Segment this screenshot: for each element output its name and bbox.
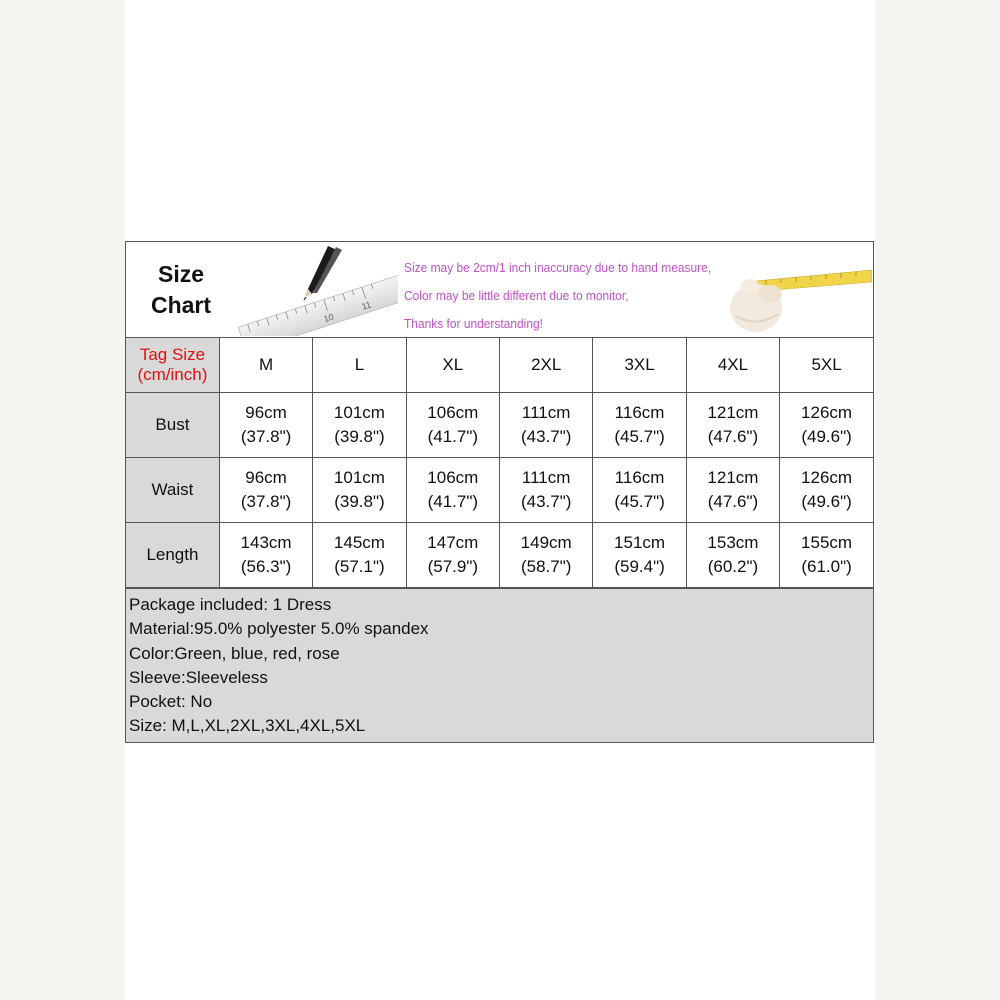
inch-value: (59.4") bbox=[614, 557, 665, 576]
cm-value: 151cm bbox=[614, 533, 666, 552]
inch-value: (39.8") bbox=[334, 427, 385, 446]
inch-value: (43.7") bbox=[520, 492, 572, 511]
cm-value: 101cm bbox=[333, 403, 385, 422]
inch-value: (60.2") bbox=[707, 557, 759, 576]
measurement-row-length bbox=[126, 523, 873, 588]
note-line-3: Thanks for understanding! bbox=[404, 316, 543, 331]
product-info-panel bbox=[126, 588, 873, 742]
inch-value: (41.7") bbox=[427, 492, 479, 511]
tag-size-line-1: Tag Size bbox=[139, 345, 206, 364]
cm-value: 111cm bbox=[521, 403, 571, 422]
measurement-row-waist bbox=[126, 458, 873, 523]
measurement-cell bbox=[500, 393, 593, 458]
measurement-cell bbox=[593, 458, 686, 523]
inch-value: (56.3") bbox=[240, 557, 292, 576]
measurement-cell bbox=[686, 393, 779, 458]
size-chart-header bbox=[126, 242, 873, 338]
measurement-cell bbox=[593, 523, 686, 588]
cm-value: 121cm bbox=[707, 403, 759, 422]
measurement-cell bbox=[219, 523, 312, 588]
note-line-1: Size may be 2cm/1 inch inaccuracy due to hand measure, bbox=[404, 260, 712, 275]
measurement-cell bbox=[780, 458, 873, 523]
inch-value: (41.7") bbox=[427, 427, 479, 446]
size-header-cell: 3XL bbox=[593, 338, 686, 393]
size-header-cell: 2XL bbox=[500, 338, 593, 393]
cm-value: 145cm bbox=[333, 533, 385, 552]
size-header-cell: XL bbox=[406, 338, 499, 393]
size-header-cell: L bbox=[313, 338, 406, 393]
hand-tape-measure-illustration bbox=[726, 256, 872, 336]
cm-value: 106cm bbox=[427, 468, 479, 487]
inch-value: (49.6") bbox=[801, 427, 852, 446]
pencil-ruler-illustration bbox=[238, 244, 398, 336]
inch-value: (37.8") bbox=[240, 427, 292, 446]
measurement-cell bbox=[500, 523, 593, 588]
cm-value: 96cm bbox=[245, 468, 287, 487]
measurement-notes bbox=[404, 254, 711, 338]
inch-value: (58.7") bbox=[520, 557, 572, 576]
measurement-cell bbox=[406, 458, 499, 523]
row-label: Waist bbox=[126, 458, 219, 523]
ruler-number-11: 11 bbox=[360, 299, 373, 312]
cm-value: 116cm bbox=[614, 468, 665, 487]
measurement-cell bbox=[313, 523, 406, 588]
measurement-cell bbox=[593, 393, 686, 458]
size-header-row bbox=[126, 338, 873, 393]
measurement-row-bust bbox=[126, 393, 873, 458]
size-chart bbox=[125, 241, 874, 743]
cm-value: 149cm bbox=[520, 533, 572, 552]
inch-value: (61.0") bbox=[801, 557, 852, 576]
tag-size-label bbox=[126, 338, 219, 393]
size-header-cell: 4XL bbox=[686, 338, 779, 393]
inch-value: (49.6") bbox=[801, 492, 852, 511]
info-color: Color:Green, blue, red, rose bbox=[129, 643, 340, 663]
cm-value: 147cm bbox=[427, 533, 479, 552]
measurement-cell bbox=[313, 458, 406, 523]
cm-value: 116cm bbox=[614, 403, 665, 422]
info-pocket: Pocket: No bbox=[129, 692, 213, 712]
cm-value: 96cm bbox=[245, 403, 287, 422]
cm-value: 155cm bbox=[801, 533, 853, 552]
info-package: Package included: 1 Dress bbox=[129, 595, 332, 614]
measurement-cell bbox=[219, 393, 312, 458]
inch-value: (57.1") bbox=[334, 557, 385, 576]
cm-value: 153cm bbox=[707, 533, 759, 552]
measurement-cell bbox=[780, 393, 873, 458]
inch-value: (47.6") bbox=[707, 427, 759, 446]
size-header-cell: 5XL bbox=[780, 338, 873, 393]
inch-value: (39.8") bbox=[334, 492, 385, 511]
cm-value: 126cm bbox=[801, 403, 853, 422]
cm-value: 126cm bbox=[801, 468, 853, 487]
measurement-cell bbox=[686, 458, 779, 523]
tag-size-line-2: (cm/inch) bbox=[137, 365, 208, 384]
inch-value: (57.9") bbox=[427, 557, 479, 576]
inch-value: (43.7") bbox=[520, 427, 572, 446]
inch-value: (45.7") bbox=[614, 492, 665, 511]
measurement-cell bbox=[686, 523, 779, 588]
measurement-cell bbox=[500, 458, 593, 523]
inch-value: (45.7") bbox=[614, 427, 665, 446]
measurement-cell bbox=[406, 393, 499, 458]
inch-value: (37.8") bbox=[240, 492, 292, 511]
row-label: Bust bbox=[126, 393, 219, 458]
info-size: Size: M,L,XL,2XL,3XL,4XL,5XL bbox=[129, 716, 366, 736]
cm-value: 106cm bbox=[427, 403, 479, 422]
cm-value: 111cm bbox=[521, 468, 571, 487]
title-line-2: Chart bbox=[150, 291, 212, 318]
info-sleeve: Sleeve:Sleeveless bbox=[129, 667, 268, 687]
measurement-cell bbox=[219, 458, 312, 523]
row-label: Length bbox=[126, 523, 219, 588]
measurement-cell bbox=[406, 523, 499, 588]
inch-value: (47.6") bbox=[707, 492, 759, 511]
ruler-number-10: 10 bbox=[322, 311, 336, 325]
size-table bbox=[126, 338, 873, 588]
cm-value: 143cm bbox=[240, 533, 292, 552]
size-header-cell: M bbox=[219, 338, 312, 393]
size-chart-title bbox=[126, 242, 236, 337]
measurement-cell bbox=[780, 523, 873, 588]
info-material: Material:95.0% polyester 5.0% spandex bbox=[129, 619, 429, 639]
cm-value: 101cm bbox=[333, 468, 385, 487]
note-line-2: Color may be little different due to monitor, bbox=[404, 288, 629, 303]
cm-value: 121cm bbox=[707, 468, 759, 487]
title-line-1: Size bbox=[157, 260, 205, 287]
measurement-cell bbox=[313, 393, 406, 458]
